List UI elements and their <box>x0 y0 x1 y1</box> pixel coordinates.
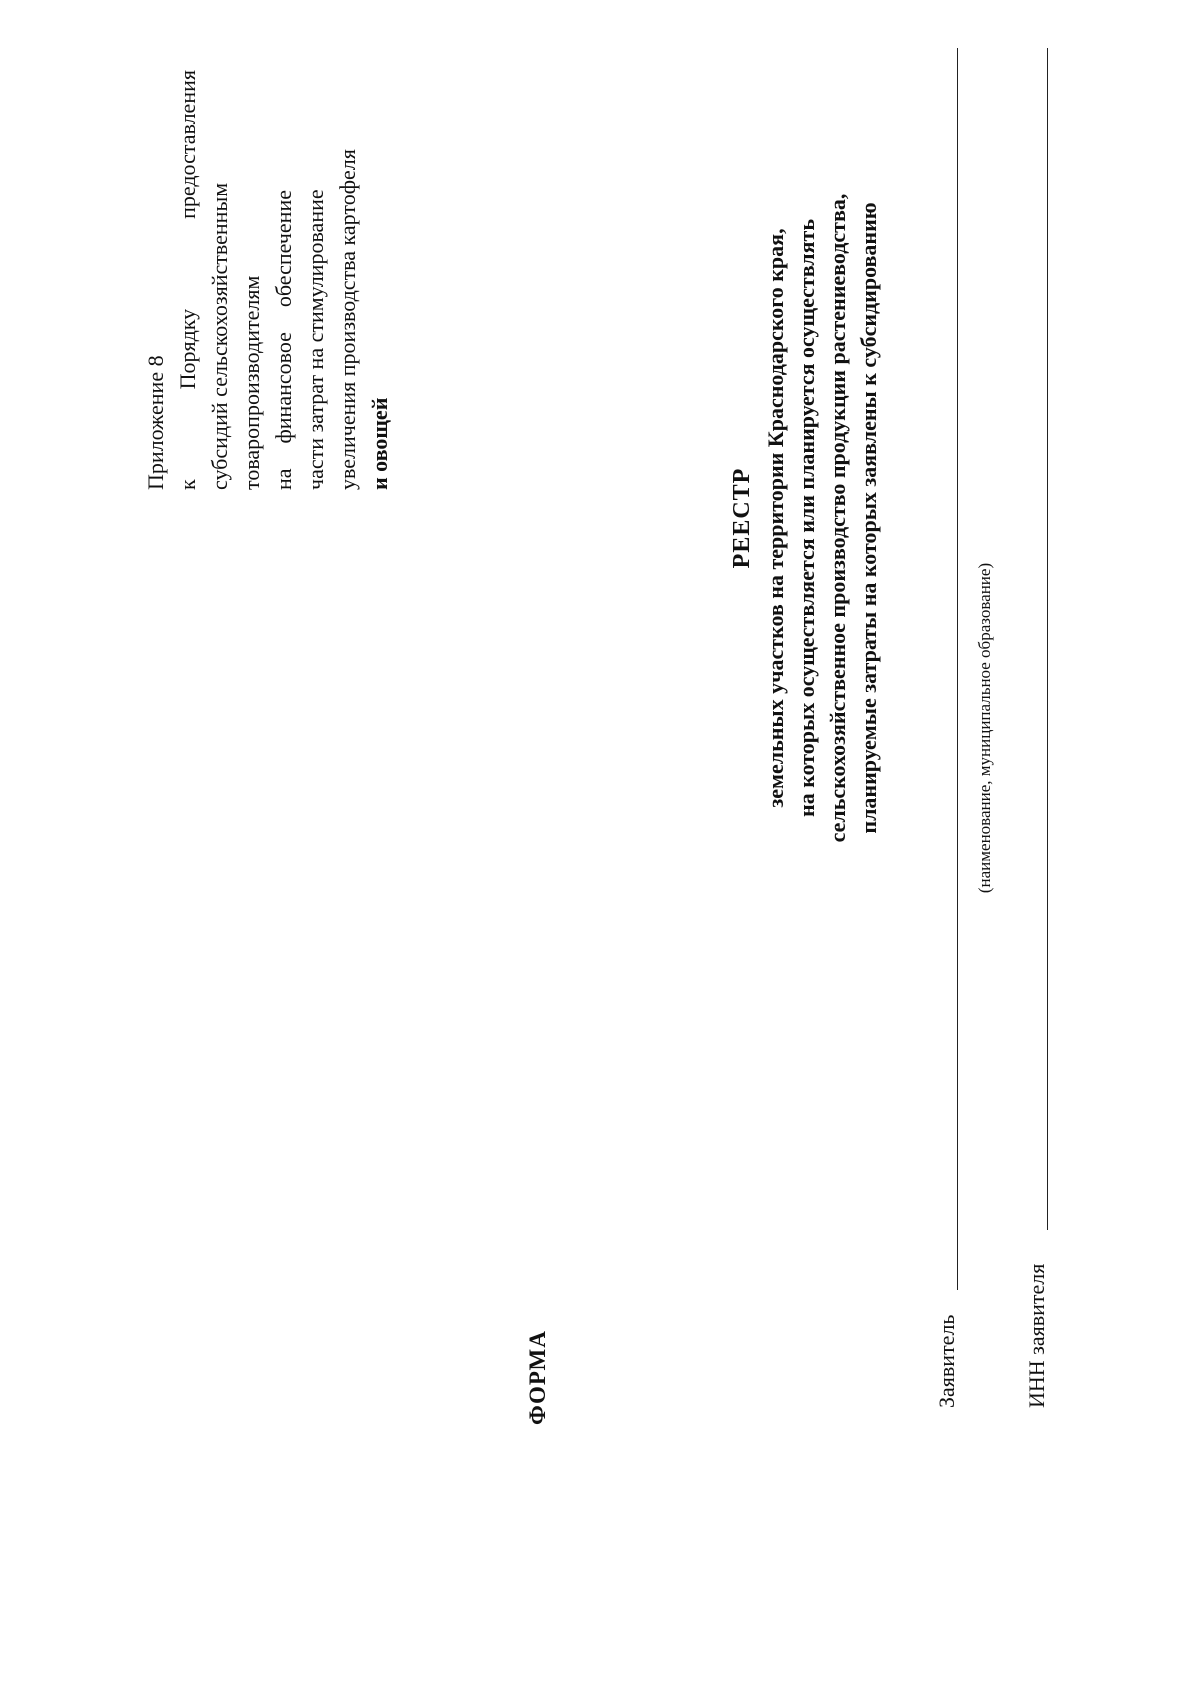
appendix-line: на финансовое обеспечение <box>271 190 296 490</box>
title-line: на которых осуществляется или планируется осуществлять <box>794 219 819 817</box>
form-label: ФОРМА <box>525 1330 550 1425</box>
applicant-label: Заявитель <box>934 1314 959 1408</box>
document-title <box>727 18 884 1018</box>
appendix-line: Приложение 8 <box>143 355 168 490</box>
applicant-caption: (наименование, муниципальное образование) <box>975 562 994 894</box>
appendix-line: части затрат на стимулирование <box>303 189 328 490</box>
title-line: сельскохозяйственное производство продукции растениеводства, <box>825 193 850 843</box>
title-line: земельных участков на территории Краснодарского края, <box>763 228 788 808</box>
appendix-line: к Порядку предоставления <box>175 70 200 490</box>
appendix-line: и овощей <box>367 397 392 490</box>
inn-fill-line[interactable] <box>1047 48 1048 1230</box>
title-heading: РЕЕСТР <box>729 467 755 569</box>
inn-field <box>1018 48 1052 1408</box>
appendix-note <box>140 70 396 490</box>
applicant-field <box>928 48 962 1408</box>
applicant-fill-line[interactable] <box>957 48 958 1290</box>
title-line: планируемые затраты на которых заявлены к субсидированию <box>856 202 881 834</box>
inn-label: ИНН заявителя <box>1024 1263 1049 1408</box>
appendix-line: товаропроизводителям <box>239 275 264 490</box>
appendix-line: субсидий сельскохозяйственным <box>207 182 232 490</box>
appendix-line: увеличения производства картофеля <box>335 149 360 490</box>
